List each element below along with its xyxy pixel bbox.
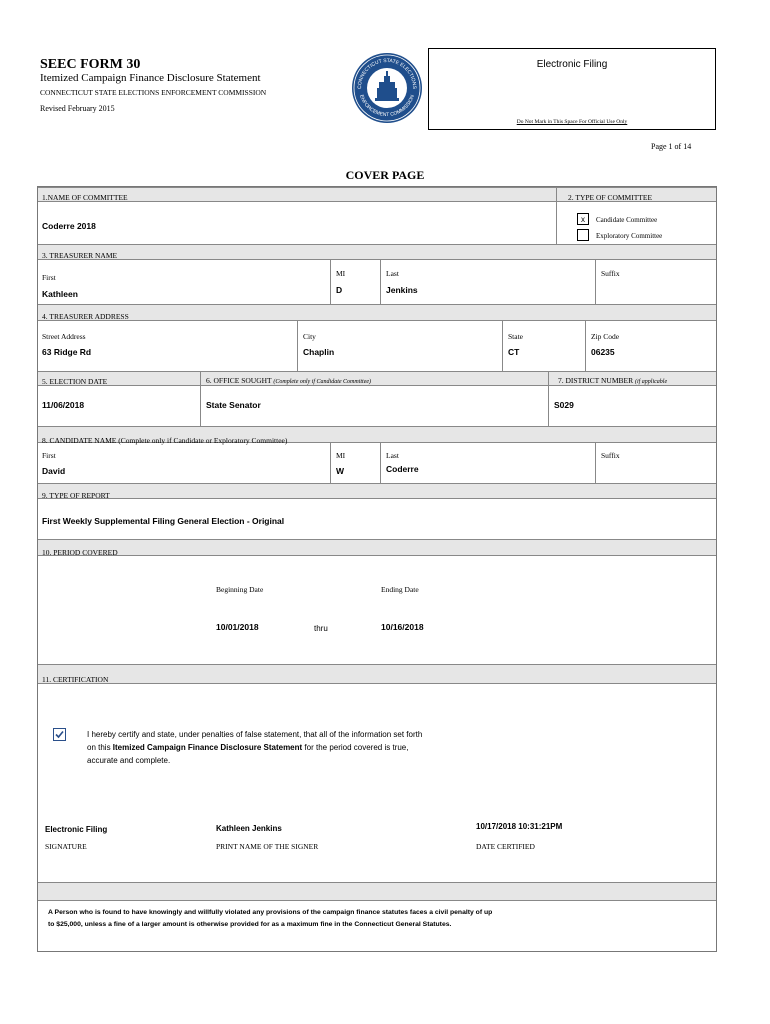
divider xyxy=(200,371,201,426)
certification-label: 11. CERTIFICATION xyxy=(42,675,109,684)
treasurer-mi-label: MI xyxy=(336,269,346,278)
checkmark-icon xyxy=(54,729,65,740)
district-number-value: S029 xyxy=(554,400,574,410)
election-date-value: 11/06/2018 xyxy=(42,400,85,410)
divider xyxy=(595,260,596,304)
treasurer-first-label: First xyxy=(42,273,56,282)
thru-label: thru xyxy=(314,624,328,633)
official-use-note: Do Not Mark in This Space For Official Use Only xyxy=(516,119,628,125)
candidate-name-label: 8. CANDIDATE NAME (Complete only if Candidate or Exploratory Committee) xyxy=(42,436,288,445)
election-date-label: 5. ELECTION DATE xyxy=(42,377,108,386)
certification-line-2: on this Itemized Campaign Finance Disclosure Statement for the period covered is true, xyxy=(87,743,409,752)
divider xyxy=(585,321,586,371)
divider xyxy=(380,443,381,483)
beginning-date-label: Beginning Date xyxy=(216,585,264,594)
penalty-line-1: A Person who is found to have knowingly and willfully violated any provisions of the campaign finance statutes faces a civil penalty of up xyxy=(48,909,493,916)
seal-top-text: CONNECTICUT STATE ELECTIONS xyxy=(356,57,418,90)
divider xyxy=(548,371,549,426)
city-label: City xyxy=(303,332,316,341)
candidate-suffix-label: Suffix xyxy=(601,451,620,460)
divider xyxy=(556,187,557,244)
treasurer-name-label: 3. TREASURER NAME xyxy=(42,251,118,260)
committee-type-label: 2. TYPE OF COMMITTEE xyxy=(568,193,653,202)
candidate-mi-value: W xyxy=(336,466,345,476)
candidate-last-value: Coderre xyxy=(386,464,419,474)
date-certified-value: 10/17/2018 10:31:21PM xyxy=(476,822,563,831)
revision-date: Revised February 2015 xyxy=(40,104,115,113)
treasurer-suffix-label: Suffix xyxy=(601,269,620,278)
certification-checkbox[interactable] xyxy=(53,728,66,741)
office-sought-value: State Senator xyxy=(206,400,261,410)
divider xyxy=(330,443,331,483)
penalty-notice xyxy=(48,907,688,931)
street-value: 63 Ridge Rd xyxy=(42,347,92,357)
beginning-date-value: 10/01/2018 xyxy=(216,622,259,632)
candidate-last-label: Last xyxy=(386,451,399,460)
committee-name-value: Coderre 2018 xyxy=(42,221,96,231)
section-bar-certification xyxy=(38,664,716,684)
divider xyxy=(330,260,331,304)
ending-date-value: 10/16/2018 xyxy=(381,622,424,632)
divider xyxy=(380,260,381,304)
divider xyxy=(595,443,596,483)
candidate-first-label: First xyxy=(42,451,56,460)
exploratory-committee-label: Exploratory Committee xyxy=(596,232,663,240)
treasurer-mi-value: D xyxy=(336,285,343,295)
section-bar-report xyxy=(38,483,716,499)
form-title: SEEC FORM 30 xyxy=(40,57,141,72)
treasurer-last-label: Last xyxy=(386,269,399,278)
certification-line-3: accurate and complete. xyxy=(87,756,171,765)
form-subtitle: Itemized Campaign Finance Disclosure Statement xyxy=(40,72,261,84)
committee-name-label: 1.NAME OF COMMITTEE xyxy=(42,193,128,202)
state-label: State xyxy=(508,332,523,341)
signature-label: SIGNATURE xyxy=(45,842,87,851)
electronic-filing-label: Electronic Filing xyxy=(536,59,608,70)
section-bar-period xyxy=(38,539,716,556)
page-number: Page 1 of 14 xyxy=(651,142,692,151)
report-type-value: First Weekly Supplemental Filing General Election - Original xyxy=(42,516,285,526)
commission-seal-icon xyxy=(351,52,423,124)
seal-bottom-text: ENFORCEMENT COMMISSION xyxy=(358,94,416,119)
signer-name-value: Kathleen Jenkins xyxy=(216,824,282,833)
date-certified-label: DATE CERTIFIED xyxy=(476,842,535,851)
street-label: Street Address xyxy=(42,332,86,341)
official-use-box xyxy=(428,48,716,130)
cover-page-title: COVER PAGE xyxy=(345,168,425,182)
certification-statement xyxy=(87,728,557,767)
state-value: CT xyxy=(508,347,520,357)
candidate-mi-label: MI xyxy=(336,451,346,460)
divider xyxy=(297,321,298,371)
treasurer-address-label: 4. TREASURER ADDRESS xyxy=(42,312,129,321)
office-sought-label: 6. OFFICE SOUGHT (Complete only if Candidate Committee) xyxy=(206,376,372,385)
divider xyxy=(502,321,503,371)
report-type-label: 9. TYPE OF REPORT xyxy=(42,491,110,500)
section-bar-footer xyxy=(38,882,716,901)
city-value: Chaplin xyxy=(303,347,335,357)
signature-value: Electronic Filing xyxy=(45,825,108,834)
candidate-first-value: David xyxy=(42,466,66,476)
certification-line-1: I hereby certify and state, under penalties of false statement, that all of the information set forth xyxy=(87,730,423,739)
exploratory-committee-checkbox[interactable] xyxy=(577,229,589,241)
section-bar-treasurer xyxy=(38,244,716,260)
district-number-label: 7. DISTRICT NUMBER (if applicable xyxy=(558,376,668,385)
candidate-committee-label: Candidate Committee xyxy=(596,216,658,224)
ending-date-label: Ending Date xyxy=(381,585,419,594)
signer-name-label: PRINT NAME OF THE SIGNER xyxy=(216,842,319,851)
cover-form xyxy=(37,186,717,952)
penalty-line-2: to $25,000, unless a fine of a larger amount is otherwise provided for as a maximum fine in the Connecticut General Statutes. xyxy=(48,921,452,928)
candidate-committee-checkbox[interactable]: x xyxy=(577,213,589,225)
zip-label: Zip Code xyxy=(591,332,620,341)
period-covered-label: 10. PERIOD COVERED xyxy=(42,548,118,557)
zip-value: 06235 xyxy=(591,347,615,357)
treasurer-first-value: Kathleen xyxy=(42,289,78,299)
agency-name: CONNECTICUT STATE ELECTIONS ENFORCEMENT COMMISSION xyxy=(40,88,267,97)
section-bar-address xyxy=(38,304,716,321)
treasurer-last-value: Jenkins xyxy=(386,285,418,295)
